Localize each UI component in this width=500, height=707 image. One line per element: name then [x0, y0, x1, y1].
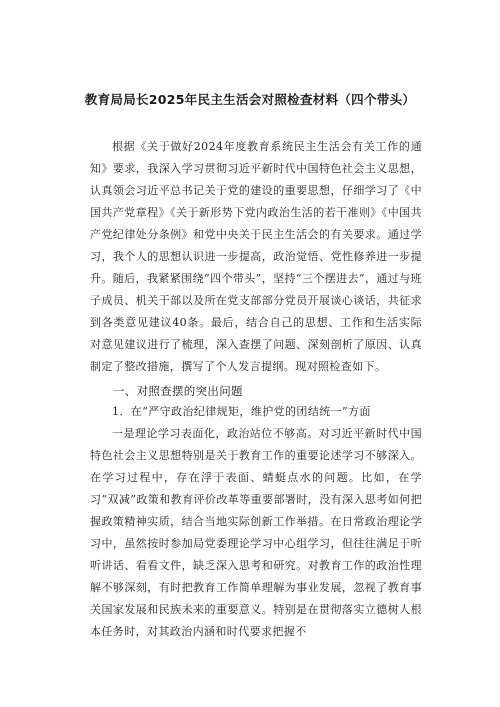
body-paragraph: 一是理论学习表面化，政治站位不够高。对习近平新时代中国特色社会主义思想特别是关于教育工作的重要论述学习不够深入。在学习过程中，存在浮于表面、蜻蜓点水的问题。比如，在学习“双减”政策和教育评价改革等重要部署时，没有深入思考如何把握政策精神实质，结合当地实际创新工作举措。在日常政治理论学习中，虽然按时参加局党委理论学习中心组学习，但往往满足于听听讲话、看看文件，缺乏深入思考和研究。对教育工作的政治性理解不够深刻，有时把教育工作简单理解为事业发展，忽视了教育事关国家发展和民族未来的重要意义。特别是在贯彻落实立德树人根本任务时，对其政治内涵和时代要求把握不 — [90, 427, 422, 638]
intro-paragraph: 根据《关于做好2024年度教育系统民主生活会有关工作的通知》要求，我深入学习贯彻习近平新时代中国特色社会主义思想，认真领会习近平总书记关于党的建设的重要思想，仔细学习了《中国共产党章程》《关于新形势下党内政治生活的若干准则》《中国共产党纪律处分条例》和党中央关于民主生活会的有关要求。通过学习，我个人的思想认识进一步提高，政治觉悟、党性修养进一步提升。随后，我紧紧围绕“四个带头”，坚持“三个摆进去”，通过与班子成员、机关干部以及所在党支部部分党员开展谈心谈话，共征求到各类意见建议40条。最后，结合自己的思想、工作和生活实际对意见建议进行了梳理，深入查摆了问题、深刻剖析了原因、认真制定了整改措施，撰写了个人发言提纲。现对照检查如下。 — [90, 140, 422, 373]
document-title: 教育局局长2025年民主生活会对照检查材料（四个带头） — [84, 92, 416, 107]
section-heading: 一、对照查摆的突出问题 — [113, 384, 243, 398]
document-body — [90, 136, 422, 643]
subsection-heading: 1．在“严守政治纪律规矩，维护党的团结统一”方面 — [112, 405, 371, 418]
